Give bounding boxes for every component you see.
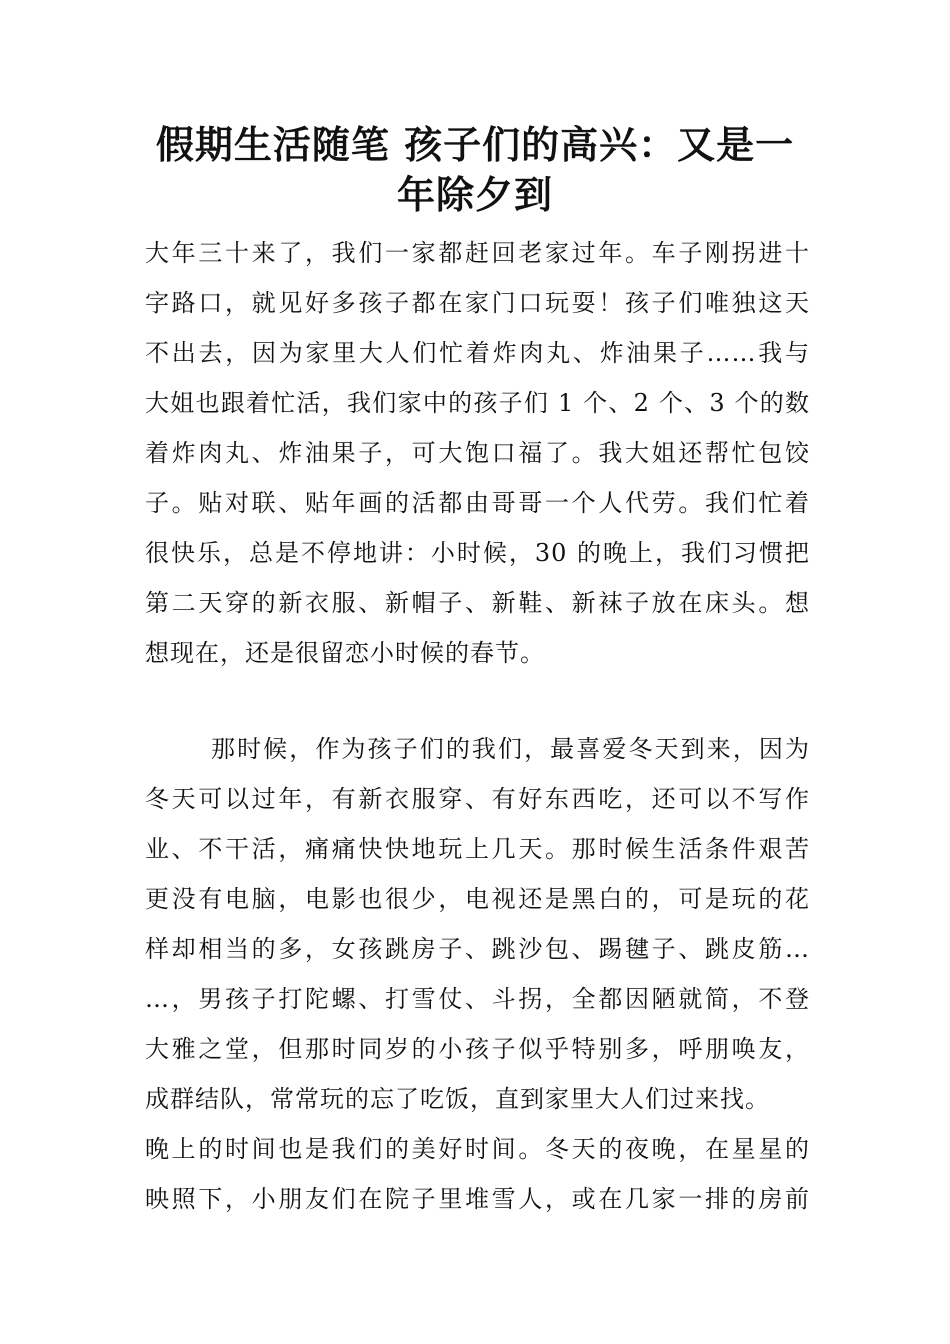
text-line: 业、不干活，痛痛快快地玩上几天。那时候生活条件艰苦: [145, 835, 810, 863]
text-line: 子。贴对联、贴年画的活都由哥哥一个人代劳。我们忙着: [145, 489, 810, 517]
text-line: 大姐也跟着忙活，我们家中的孩子们 1 个、2 个、3 个的数: [145, 389, 810, 417]
text-line: 第二天穿的新衣服、新帽子、新鞋、新袜子放在床头。想: [145, 589, 810, 617]
text-line: 映照下，小朋友们在院子里堆雪人，或在几家一排的房前: [145, 1185, 810, 1213]
text-line: 大雅之堂，但那时同岁的小孩子似乎特别多，呼朋唤友，: [145, 1035, 810, 1063]
text-line: 不出去，因为家里大人们忙着炸肉丸、炸油果子……我与: [145, 339, 810, 367]
text-line: 成群结队，常常玩的忘了吃饭，直到家里大人们过来找。: [145, 1085, 770, 1113]
text-line: 想现在，还是很留恋小时候的春节。: [145, 639, 545, 667]
text-line: 更没有电脑，电影也很少，电视还是黑白的，可是玩的花: [145, 885, 810, 913]
text-line: 晚上的时间也是我们的美好时间。冬天的夜晚，在星星的: [145, 1135, 810, 1163]
text-line: 着炸肉丸、炸油果子，可大饱口福了。我大姐还帮忙包饺: [145, 439, 810, 467]
paragraph-1: [145, 228, 810, 678]
title-line: 年除夕到: [396, 173, 553, 217]
text-line: 冬天可以过年，有新衣服穿、有好东西吃，还可以不写作: [145, 785, 810, 813]
title-line: 假期生活随笔 孩子们的高兴：又是一: [155, 123, 795, 167]
text-line: 样却相当的多，女孩跳房子、跳沙包、踢毽子、跳皮筋…: [145, 935, 810, 963]
document-title: [140, 120, 810, 220]
text-line: 大年三十来了，我们一家都赶回老家过年。车子刚拐进十: [145, 239, 810, 267]
paragraph-2: [145, 724, 810, 1224]
text-line: 很快乐，总是不停地讲：小时候，30 的晚上，我们习惯把: [145, 539, 810, 567]
text-line: …，男孩子打陀螺、打雪仗、斗拐，全都因陋就简，不登: [145, 985, 810, 1013]
text-line: 那时候，作为孩子们的我们，最喜爱冬天到来，因为: [211, 735, 810, 763]
text-line: 字路口，就见好多孩子都在家门口玩耍！孩子们唯独这天: [145, 289, 810, 317]
